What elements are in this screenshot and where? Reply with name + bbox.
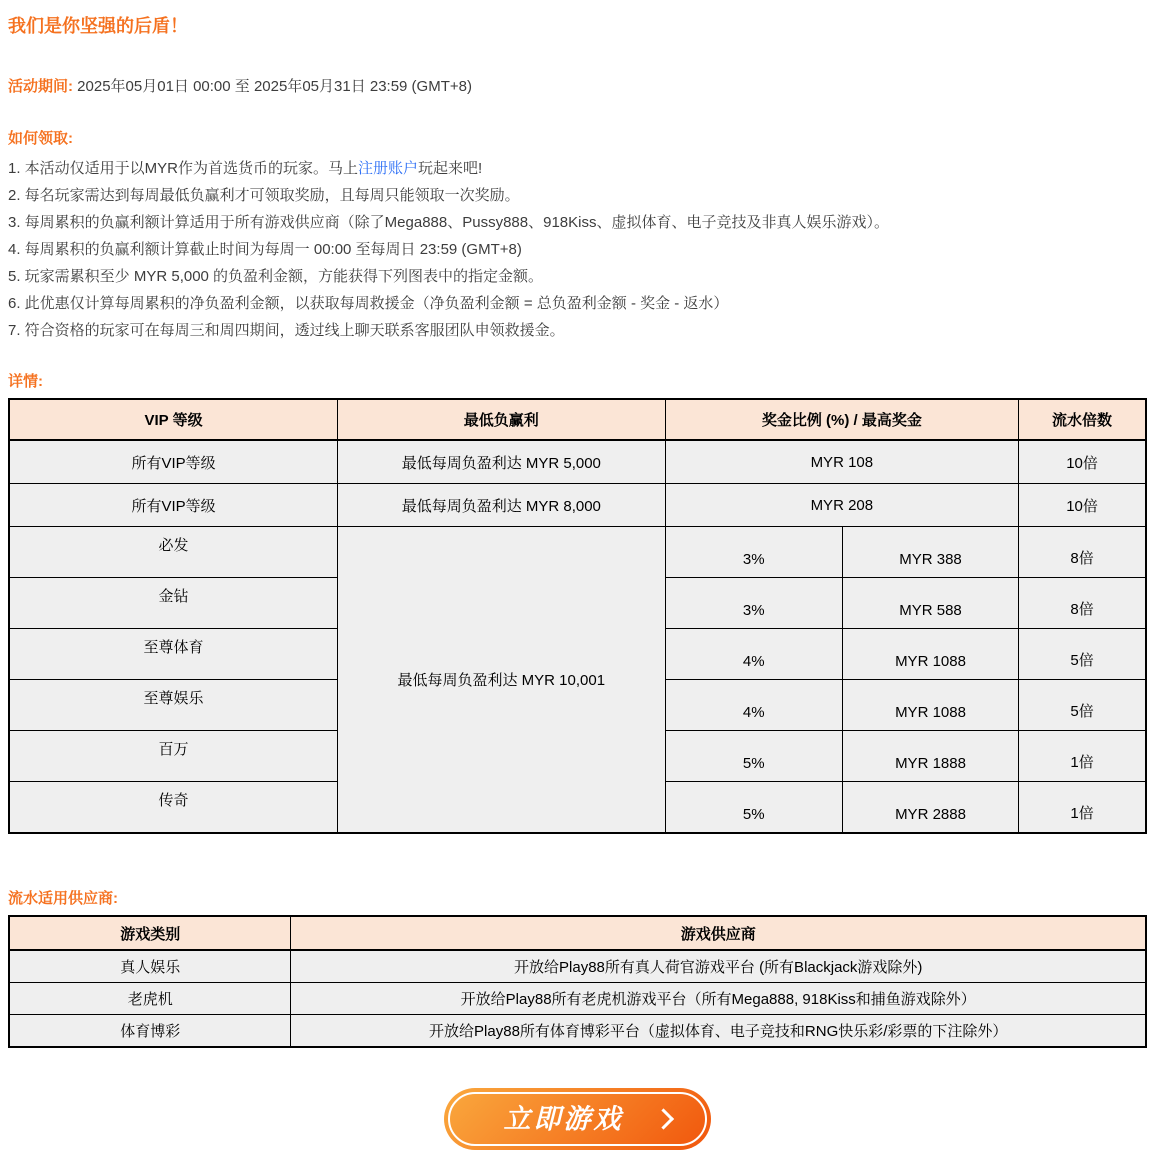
game-provider-cell: 开放给Play88所有体育博彩平台（虚拟体育、电子竞技和RNG快乐彩/彩票的下注除外） (291, 1015, 1146, 1048)
col-header-min-loss: 最低负赢利 (338, 399, 665, 440)
register-account-link[interactable]: 注册账户 (358, 160, 419, 177)
claim-rule-item-1 (8, 155, 1147, 182)
max-bonus-cell: MYR 1088 (842, 680, 1018, 731)
col-header-vip-level: VIP 等级 (9, 399, 338, 440)
vip-tiers-table (8, 398, 1147, 834)
bonus-percent-cell: 3% (665, 527, 842, 578)
vip-level-cell: 金钻 (9, 578, 338, 629)
col-header-bonus-ratio: 奖金比例 (%) / 最高奖金 (665, 399, 1019, 440)
claim-rule-item-4: 4. 每周累积的负赢利额计算截止时间为每周一 00:00 至每周日 23:59 (GMT+8) (8, 241, 522, 258)
play-now-button[interactable] (444, 1088, 711, 1150)
bonus-percent-cell: 5% (665, 782, 842, 834)
activity-period-value: 2025年05月01日 00:00 至 2025年05月31日 23:59 (GMT+8) (77, 78, 472, 95)
vip-level-cell: 必发 (9, 527, 338, 578)
bonus-percent-cell: 5% (665, 731, 842, 782)
col-header-game-category: 游戏类别 (9, 916, 291, 950)
vip-level-cell: 所有VIP等级 (9, 484, 338, 527)
max-bonus-cell: MYR 388 (842, 527, 1018, 578)
vip-level-cell: 所有VIP等级 (9, 440, 338, 484)
bonus-percent-cell: 3% (665, 578, 842, 629)
play-now-label: 立即游戏 (503, 1103, 624, 1134)
providers-header-row (9, 916, 1146, 950)
activity-period-label: 活动期间: (8, 78, 73, 95)
turnover-cell: 8倍 (1019, 527, 1146, 578)
vip-table-header-row (9, 399, 1146, 440)
claim-rule-item-5: 5. 玩家需累积至少 MYR 5,000 的负盈利金额，方能获得下列图表中的指定金额。 (8, 268, 544, 285)
col-header-game-provider: 游戏供应商 (291, 916, 1146, 950)
turnover-cell: 10倍 (1019, 440, 1146, 484)
table-row (9, 527, 1146, 578)
game-provider-cell: 开放给Play88所有老虎机游戏平台（所有Mega888, 918Kiss和捕鱼游戏除外） (291, 983, 1146, 1015)
game-category-cell: 体育博彩 (9, 1015, 291, 1048)
turnover-cell: 5倍 (1019, 629, 1146, 680)
max-bonus-cell: MYR 1088 (842, 629, 1018, 680)
claim-rules-list (8, 155, 1147, 344)
claim-rule-item-7: 7. 符合资格的玩家可在每周三和周四期间，透过线上聊天联系客服团队申领救援金。 (8, 322, 565, 339)
vip-level-cell: 传奇 (9, 782, 338, 834)
claim-rule-item-3: 3. 每周累积的负赢利额计算适用于所有游戏供应商（除了Mega888、Pussy888、918Kiss、虚拟体育、电子竞技及非真人娱乐游戏）。 (8, 214, 889, 231)
vip-level-cell: 至尊体育 (9, 629, 338, 680)
table-row (9, 484, 1146, 527)
game-provider-cell: 开放给Play88所有真人荷官游戏平台 (所有Blackjack游戏除外) (291, 950, 1146, 983)
game-category-cell: 老虎机 (9, 983, 291, 1015)
turnover-cell: 5倍 (1019, 680, 1146, 731)
bonus-percent-cell: 4% (665, 680, 842, 731)
turnover-cell: 8倍 (1019, 578, 1146, 629)
rule1-text-before: 1. 本活动仅适用于以MYR作为首选货币的玩家。马上 (8, 160, 359, 177)
how-to-claim-heading: 如何领取: (8, 130, 73, 147)
min-loss-cell: 最低每周负盈利达 MYR 5,000 (338, 440, 665, 484)
max-bonus-cell: MYR 1888 (842, 731, 1018, 782)
details-heading: 详情: (8, 373, 43, 390)
providers-table (8, 915, 1147, 1048)
bonus-cell: MYR 108 (665, 440, 1019, 484)
table-row (9, 1015, 1146, 1048)
rule1-text-after: 玩起来吧! (418, 160, 483, 177)
arrow-right-icon (653, 1108, 674, 1129)
min-loss-cell: 最低每周负盈利达 MYR 8,000 (338, 484, 665, 527)
claim-rule-item-6: 6. 此优惠仅计算每周累积的净负盈利金额，以获取每周救援金（净负盈利金额 = 总负盈利金额 - 奖金 - 返水） (8, 295, 729, 312)
table-row (9, 440, 1146, 484)
max-bonus-cell: MYR 588 (842, 578, 1018, 629)
turnover-cell: 1倍 (1019, 782, 1146, 834)
page-title: 我们是你坚强的后盾！ (8, 16, 188, 36)
vip-level-cell: 百万 (9, 731, 338, 782)
merged-min-loss-cell: 最低每周负盈利达 MYR 10,001 (338, 527, 665, 834)
vip-level-cell: 至尊娱乐 (9, 680, 338, 731)
table-row (9, 983, 1146, 1015)
game-category-cell: 真人娱乐 (9, 950, 291, 983)
table-row (9, 950, 1146, 983)
turnover-cell: 10倍 (1019, 484, 1146, 527)
bonus-cell: MYR 208 (665, 484, 1019, 527)
col-header-turnover: 流水倍数 (1019, 399, 1146, 440)
claim-rule-item-2: 2. 每名玩家需达到每周最低负赢利才可领取奖励，且每周只能领取一次奖励。 (8, 187, 520, 204)
providers-heading: 流水适用供应商: (8, 890, 118, 907)
max-bonus-cell: MYR 2888 (842, 782, 1018, 834)
bonus-percent-cell: 4% (665, 629, 842, 680)
cta-container (8, 1088, 1147, 1150)
activity-period (8, 75, 1147, 96)
turnover-cell: 1倍 (1019, 731, 1146, 782)
